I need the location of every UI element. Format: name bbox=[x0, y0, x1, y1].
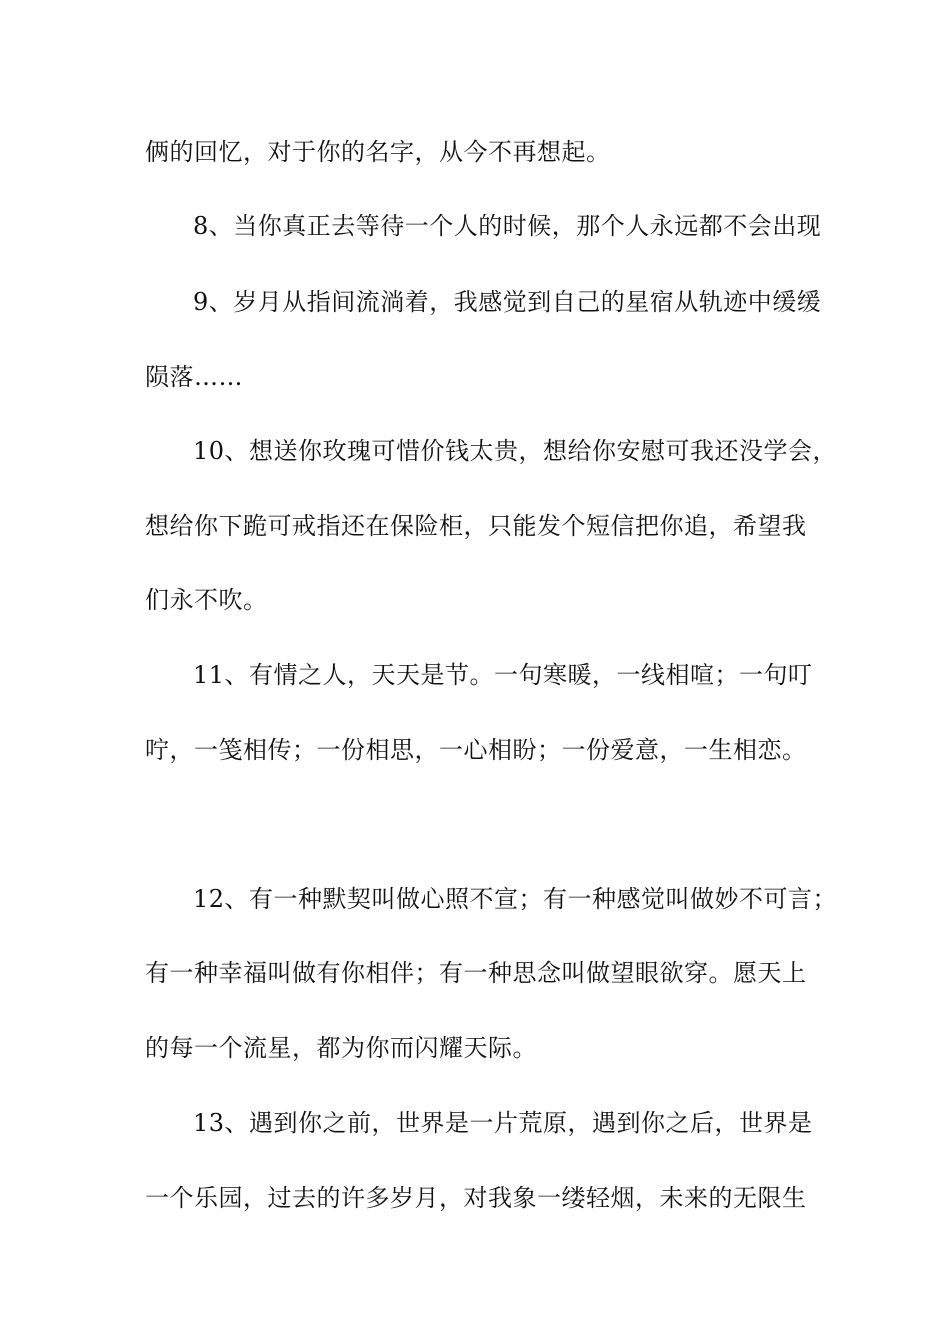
text-line: 想给你下跪可戒指还在保险柜，只能发个短信把你追，希望我 bbox=[145, 512, 807, 540]
text-line: 10、想送你玫瑰可惜价钱太贵，想给你安慰可我还没学会， bbox=[193, 437, 838, 465]
text-line: 陨落…… bbox=[145, 363, 243, 391]
text-line: 13、遇到你之前，世界是一片荒原，遇到你之后，世界是 bbox=[193, 1109, 813, 1137]
text-line: 有一种幸福叫做有你相伴；有一种思念叫做望眼欲穿。愿天上 bbox=[145, 959, 807, 987]
text-line: 俩的回忆，对于你的名字，从今不再想起。 bbox=[145, 138, 611, 166]
text-line: 咛，一笺相传；一份相思，一心相盼；一份爱意，一生相恋。 bbox=[145, 736, 807, 764]
text-line: 9、岁月从指间流淌着，我感觉到自己的星宿从轨迹中缓缓 bbox=[193, 288, 822, 316]
text-line: 11、有情之人，天天是节。一句寒暖，一线相喧；一句叮 bbox=[193, 661, 813, 689]
text-line: 12、有一种默契叫做心照不宣；有一种感觉叫做妙不可言； bbox=[193, 885, 838, 913]
text-line: 们永不吹。 bbox=[145, 586, 268, 614]
text-line: 一个乐园，过去的许多岁月，对我象一缕轻烟，未来的无限生 bbox=[145, 1184, 807, 1212]
text-line: 8、当你真正去等待一个人的时候，那个人永远都不会出现 bbox=[193, 212, 822, 240]
text-line: 的每一个流星，都为你而闪耀天际。 bbox=[145, 1034, 537, 1062]
